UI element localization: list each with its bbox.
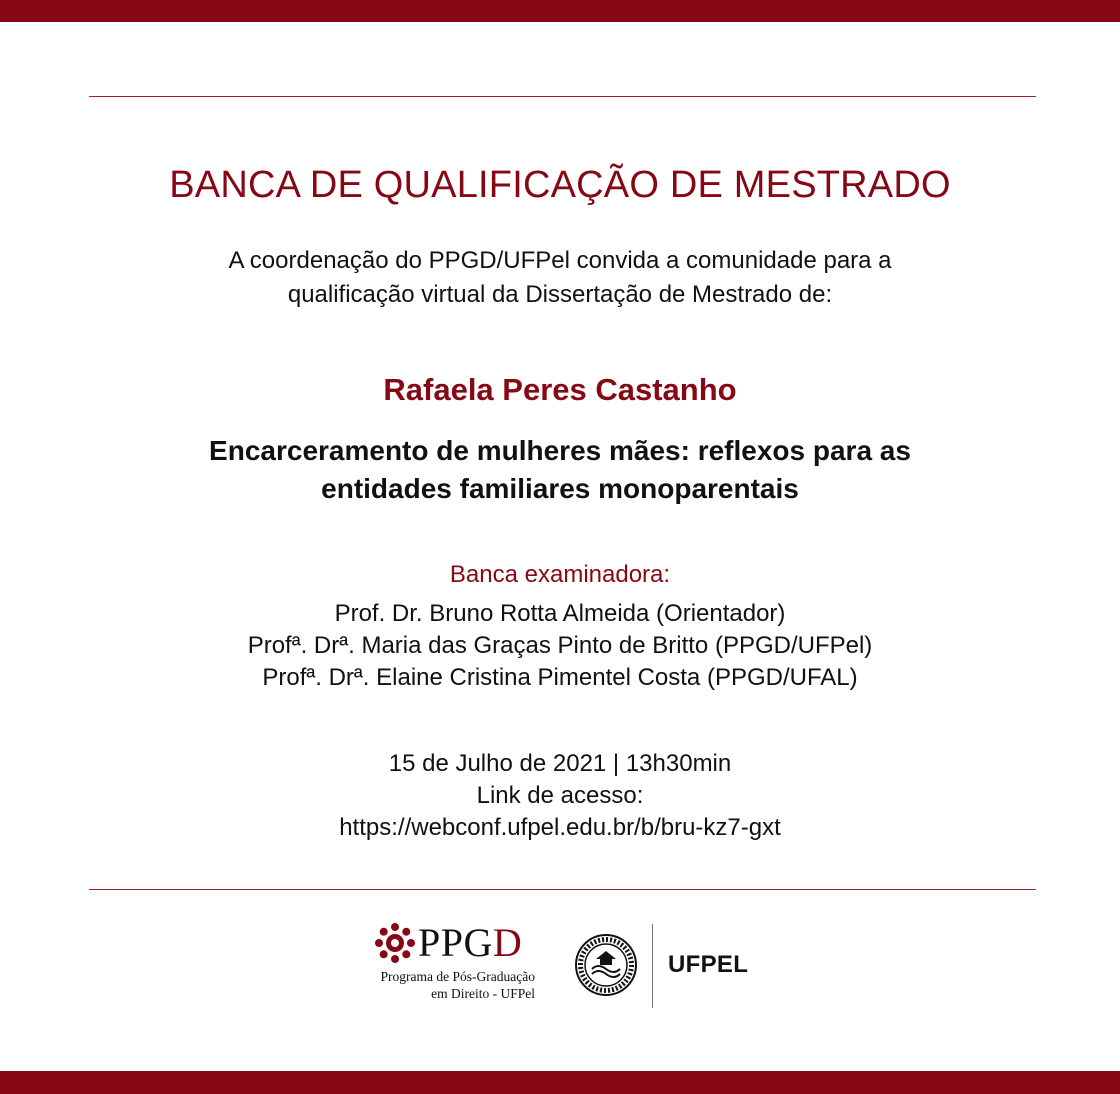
board-member: Prof. Dr. Bruno Rotta Almeida (Orientador) [334, 600, 786, 627]
access-link-label: Link de acesso: [476, 782, 644, 809]
access-link[interactable]: https://webconf.ufpel.edu.br/b/bru-kz7-gxt [339, 814, 781, 841]
board-members [0, 598, 1120, 694]
ppgd-subtitle-line-1: Programa de Pós-Graduação [380, 969, 535, 984]
board-member: Profª. Drª. Maria das Graças Pinto de Britto (PPGD/UFPel) [247, 632, 873, 659]
thesis-title-line-1: Encarceramento de mulheres mães: reflexos para as [209, 435, 911, 466]
university-seal-icon [574, 933, 638, 997]
invitation-text [0, 244, 1120, 312]
board-member: Profª. Drª. Elaine Cristina Pimentel Costa (PPGD/UFAL) [262, 664, 858, 691]
top-divider [89, 96, 1036, 97]
candidate-name: Rafaela Peres Castanho [383, 372, 737, 407]
logo-divider [652, 924, 653, 1008]
top-accent-bar [0, 0, 1120, 22]
ppgd-subtitle-line-2: em Direito - UFPel [431, 986, 535, 1001]
bottom-accent-bar [0, 1071, 1120, 1094]
page-title: BANCA DE QUALIFICAÇÃO DE MESTRADO [169, 164, 951, 206]
ppgd-star-icon [374, 922, 416, 964]
thesis-title-line-2: entidades familiares monoparentais [321, 473, 799, 504]
ppgd-logo-wordmark [418, 920, 522, 966]
ppgd-name-prefix: PPG [418, 920, 493, 965]
event-details [0, 748, 1120, 844]
bottom-divider [89, 889, 1036, 890]
invitation-line-1: A coordenação do PPGD/UFPel convida a comunidade para a [228, 247, 892, 274]
ufpel-logo: UFPEL [668, 951, 749, 978]
ppgd-logo-subtitle [360, 968, 535, 1002]
board-heading: Banca examinadora: [449, 561, 671, 588]
ppgd-name-suffix: D [492, 920, 523, 965]
invitation-line-2: qualificação virtual da Dissertação de Mestrado de: [287, 281, 833, 308]
thesis-title [0, 432, 1120, 508]
event-datetime: 15 de Julho de 2021 | 13h30min [388, 750, 732, 777]
